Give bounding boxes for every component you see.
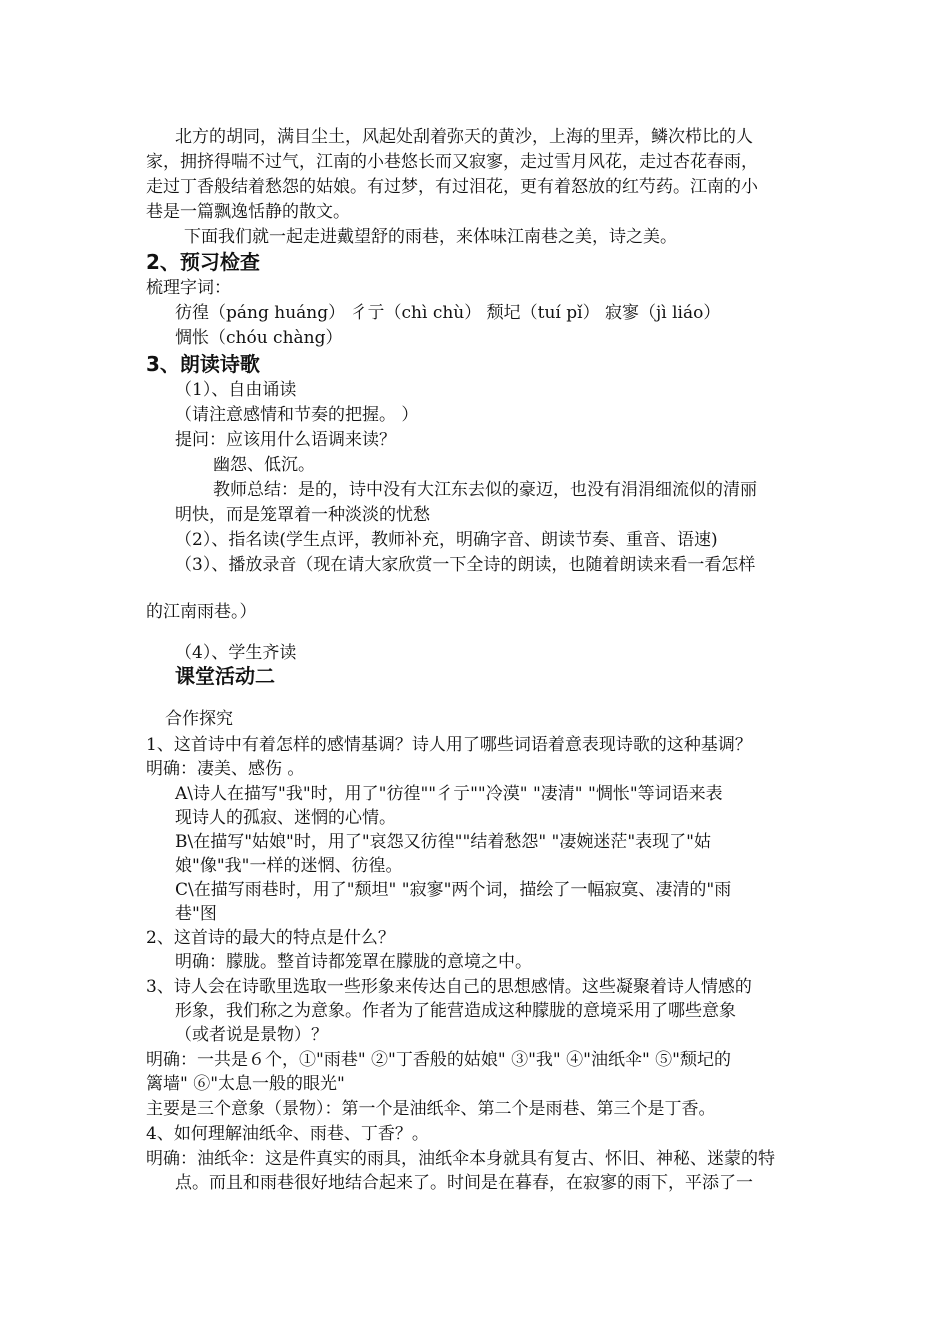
intro-line-3: 走过丁香般结着愁怨的姑娘。有过梦，有过泪花，更有着怒放的红芍药。江南的小 [146,177,758,197]
question-1: 1、这首诗中有着怎样的感情基调？诗人用了哪些词语着意表现诗歌的这种基调？ [146,735,752,755]
answer-1-a-line-2: 现诗人的孤寂、迷惘的心情。 [175,808,396,828]
answer-3-line-2: 篱墙" ⑥"太息一般的眼光" [146,1074,345,1094]
intro-line-1: 北方的胡同，满目尘土，风起处刮着弥天的黄沙，上海的里弄，鳞次栉比的人 [175,127,753,147]
intro-line-4: 巷是一篇飘逸恬静的散文。 [146,202,350,222]
answer-3-line-3: 主要是三个意象（景物）：第一个是油纸伞、第二个是雨巷、第三个是丁香。 [146,1099,716,1119]
answer-2: 明确：朦胧。整首诗都笼罩在朦胧的意境之中。 [175,952,532,972]
section-3-heading: 3、朗读诗歌 [146,352,260,376]
intro-line-2: 家，拥挤得喘不过气，江南的小巷悠长而又寂寥，走过雪月风花，走过杏花春雨， [146,152,758,172]
teacher-summary-2: 明快，而是笼罩着一种淡淡的忧愁 [175,505,430,525]
step-3-line-1: （3）、播放录音（现在请大家欣赏一下全诗的朗读，也随着朗读来看一看怎样 [175,555,756,575]
reading-answer: 幽怨、低沉。 [213,455,315,475]
answer-1-a-line-1: A\诗人在描写"我"时，用了"彷徨""彳亍""冷漠" "凄清" "惆怅"等词语来表 [175,784,723,804]
activity-2-heading: 课堂活动二 [175,664,275,688]
answer-1-c-line-1: C\在描写雨巷时，用了"颓坦" "寂寥"两个词，描绘了一幅寂寞、凄清的"雨 [175,880,732,900]
activity-2-sub-heading: 合作探究 [165,709,233,729]
answer-1: 明确：凄美、感伤 。 [146,759,305,779]
step-1: （1）、自由诵读 [175,380,297,400]
answer-4-line-1: 明确：油纸伞：这是件真实的雨具，油纸伞本身就具有复古、怀旧、神秘、迷蒙的特 [146,1149,775,1169]
answer-1-b-line-2: 娘"像"我"一样的迷惘、彷徨。 [175,856,403,876]
answer-1-c-line-2: 巷"图 [175,904,217,924]
step-3-line-2: 的江南雨巷。） [146,602,257,622]
intro-line-5: 下面我们就一起走进戴望舒的雨巷，来体味江南巷之美，诗之美。 [184,227,677,247]
question-3-line-3: （或者说是景物）？ [175,1025,328,1045]
question-3-line-1: 3、诗人会在诗歌里选取一些形象来传达自己的思想感情。这些凝聚着诗人情感的 [146,977,752,997]
teacher-summary-1: 教师总结：是的，诗中没有大江东去似的豪迈，也没有涓涓细流似的清丽 [213,480,757,500]
answer-3-line-1: 明确：一共是６个，①"雨巷" ②"丁香般的姑娘" ③"我" ④"油纸伞" ⑤"颓圮的 [146,1050,731,1070]
reading-note: （请注意感情和节奏的把握。 ） [175,405,419,425]
reading-question: 提问：应该用什么语调来读？ [175,430,396,450]
question-4: 4、如何理解油纸伞、雨巷、丁香？。 [146,1124,429,1144]
vocab-line-2: 惆怅（chóu chàng） [175,328,343,348]
step-2: （2）、指名读(学生点评，教师补充，明确字音、朗读节奏、重音、语速) [175,530,718,550]
answer-4-line-2: 点。而且和雨巷很好地结合起来了。时间是在暮春，在寂寥的雨下，平添了一 [175,1173,753,1193]
vocab-sub-heading: 梳理字词： [146,278,231,298]
question-3-line-2: 形象，我们称之为意象。作者为了能营造成这种朦胧的意境采用了哪些意象 [175,1001,736,1021]
vocab-line-1: 彷徨（páng huáng） 彳亍（chì chù） 颓圮（tuí pǐ） 寂寥（jì liáo） [175,303,721,323]
question-2: 2、这首诗的最大的特点是什么？ [146,928,395,948]
answer-1-b-line-1: B\在描写"姑娘"时，用了"哀怨又彷徨""结着愁怨" "凄婉迷茫"表现了"姑 [175,832,711,852]
step-4: （4）、学生齐读 [175,643,297,663]
section-2-heading: 2、预习检查 [146,250,260,274]
